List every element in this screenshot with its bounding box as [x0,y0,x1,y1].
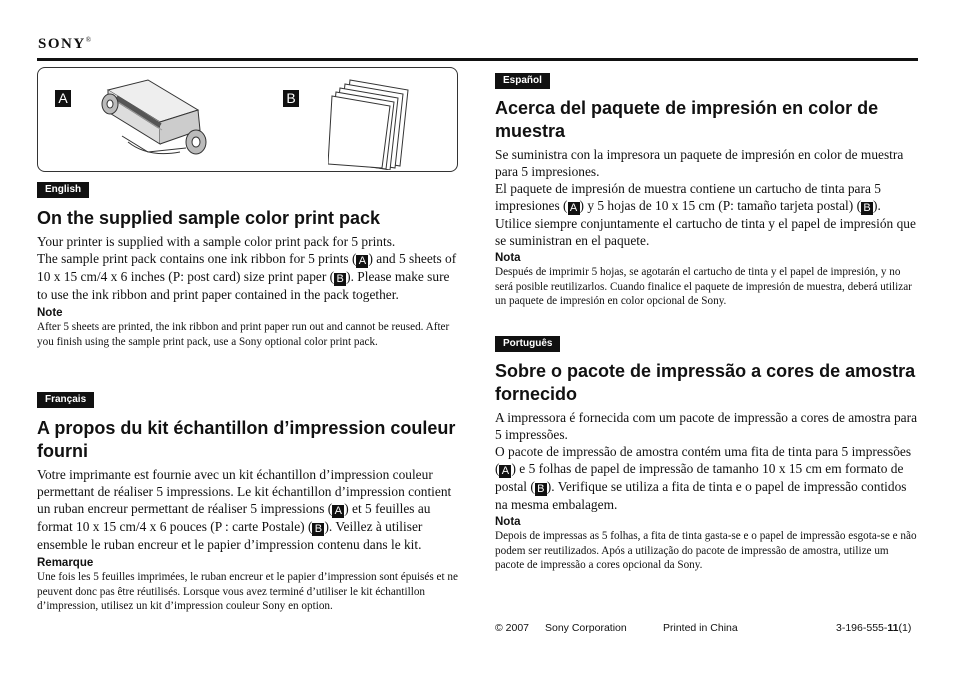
box-label-a: A [332,505,344,518]
ink-ribbon-illustration [88,72,218,168]
language-tag-english: English [37,182,89,198]
figure-box [37,67,458,172]
spanish-note: Después de imprimir 5 hojas, se agotarán el cartucho de tinta y el papel de impresión, y no será posible reutilizarlos. Cuando finalice el paquete de impresión de muestra, deberá utilizar un paquete de impresión en color opcional de Sony. [495,266,912,308]
footer-company: Sony Corporation [545,622,627,634]
box-label-b: B [334,273,346,286]
box-label-a: A [356,255,368,268]
spanish-intro: Se suministra con la impresora un paquete de impresión en color de muestra para 5 impresiones. [495,147,904,179]
english-note-heading: Note [37,307,63,319]
portuguese-note: Depois de impressas as 5 folhas, a fita de tinta gasta-se e o papel de impressão esgota-se e não podem ser reutilizados. Após a utilização do pacote de impressão de amostra, utilize um pacote de impressão a cores opcional da Sony. [495,530,917,572]
box-label-a: A [568,202,580,215]
english-contents: The sample print pack contains one ink ribbon for 5 prints ( A ) and 5 sheets of 10 x 15 cm/4 x 6 inches (P: post card) size print paper ( B ). Please make sure to use the ink ribbon and print paper contained in the pack together. [37,251,457,302]
sony-logo: SONY® [38,36,92,52]
french-note: Une fois les 5 feuilles imprimées, le ruban encreur et le papier d’impression sont épuisés et ne peuvent donc pas être réutilisés. Lorsque vous avez terminé d’utiliser le kit échantillon d’impression, utilisez un kit d’impression couleur Sony en option. [37,571,458,613]
footer-printed-in: Printed in China [663,622,738,634]
french-title: A propos du kit échantillon d’impression couleur fourni [37,418,456,461]
section-spanish [495,70,917,309]
spanish-title: Acerca del paquete de impresión en color de muestra [495,98,879,141]
portuguese-note-heading: Nota [495,516,521,528]
spanish-note-heading: Nota [495,252,521,264]
section-portuguese [495,333,917,573]
english-title: On the supplied sample color print pack [37,208,381,228]
language-tag-french: Français [37,392,94,408]
print-paper-illustration [328,74,418,170]
header-rule [37,58,918,61]
french-note-heading: Remarque [37,557,94,569]
box-label-b: B [312,523,324,536]
section-english [37,179,459,349]
figure-label-a: A [55,90,71,107]
figure-label-b: B [283,90,299,107]
french-body: Votre imprimante est fournie avec un kit échantillon d’impression couleur permettant de réaliser 5 impressions. Le kit échantillon d’impression contient un ruban encreur permettant de réaliser 5 impressions ( A ) et 5 feuilles au format 10 x 15 cm/4 x 6 pouces (P : carte Postale) ( B ). Veillez à utiliser ensemble le ruban encreur et le papier d’impression contenu dans le kit. [37,467,452,552]
spanish-contents: El paquete de impresión de muestra contiene un cartucho de tinta para 5 impresiones ( A ) y 5 hojas de 10 x 15 cm (P: tamaño tarjeta postal) ( B ). Utilice siempre conjuntamente el cartucho de tinta y el papel de impresión que se suministran en el paquete. [495,181,916,248]
portuguese-title: Sobre o pacote de impressão a cores de amostra fornecido [495,361,916,404]
box-label-a: A [499,465,511,478]
english-note: After 5 sheets are printed, the ink ribbon and print paper run out and cannot be reused. After you finish using the sample print pack, use a Sony optional color print pack. [37,321,450,348]
box-label-b: B [861,202,873,215]
footer-copyright: © 2007 [495,622,530,634]
language-tag-spanish: Español [495,73,550,89]
english-intro: Your printer is supplied with a sample color print pack for 5 prints. [37,234,396,249]
footer-part-number: 3-196-555-11(1) [836,622,912,634]
box-label-b: B [535,483,547,496]
language-tag-portuguese: Português [495,336,560,352]
section-french [37,389,459,614]
portuguese-contents: O pacote de impressão de amostra contém uma fita de tinta para 5 impressões ( A ) e 5 folhas de papel de impressão de tamanho 10 x 15 cm em formato de postal ( B ). Verifique se utiliza a fita de tinta e o papel de impressão contidos na mesma embalagem. [495,444,912,512]
portuguese-intro: A impressora é fornecida com um pacote de impressão a cores de amostra para 5 impressões. [495,410,918,442]
